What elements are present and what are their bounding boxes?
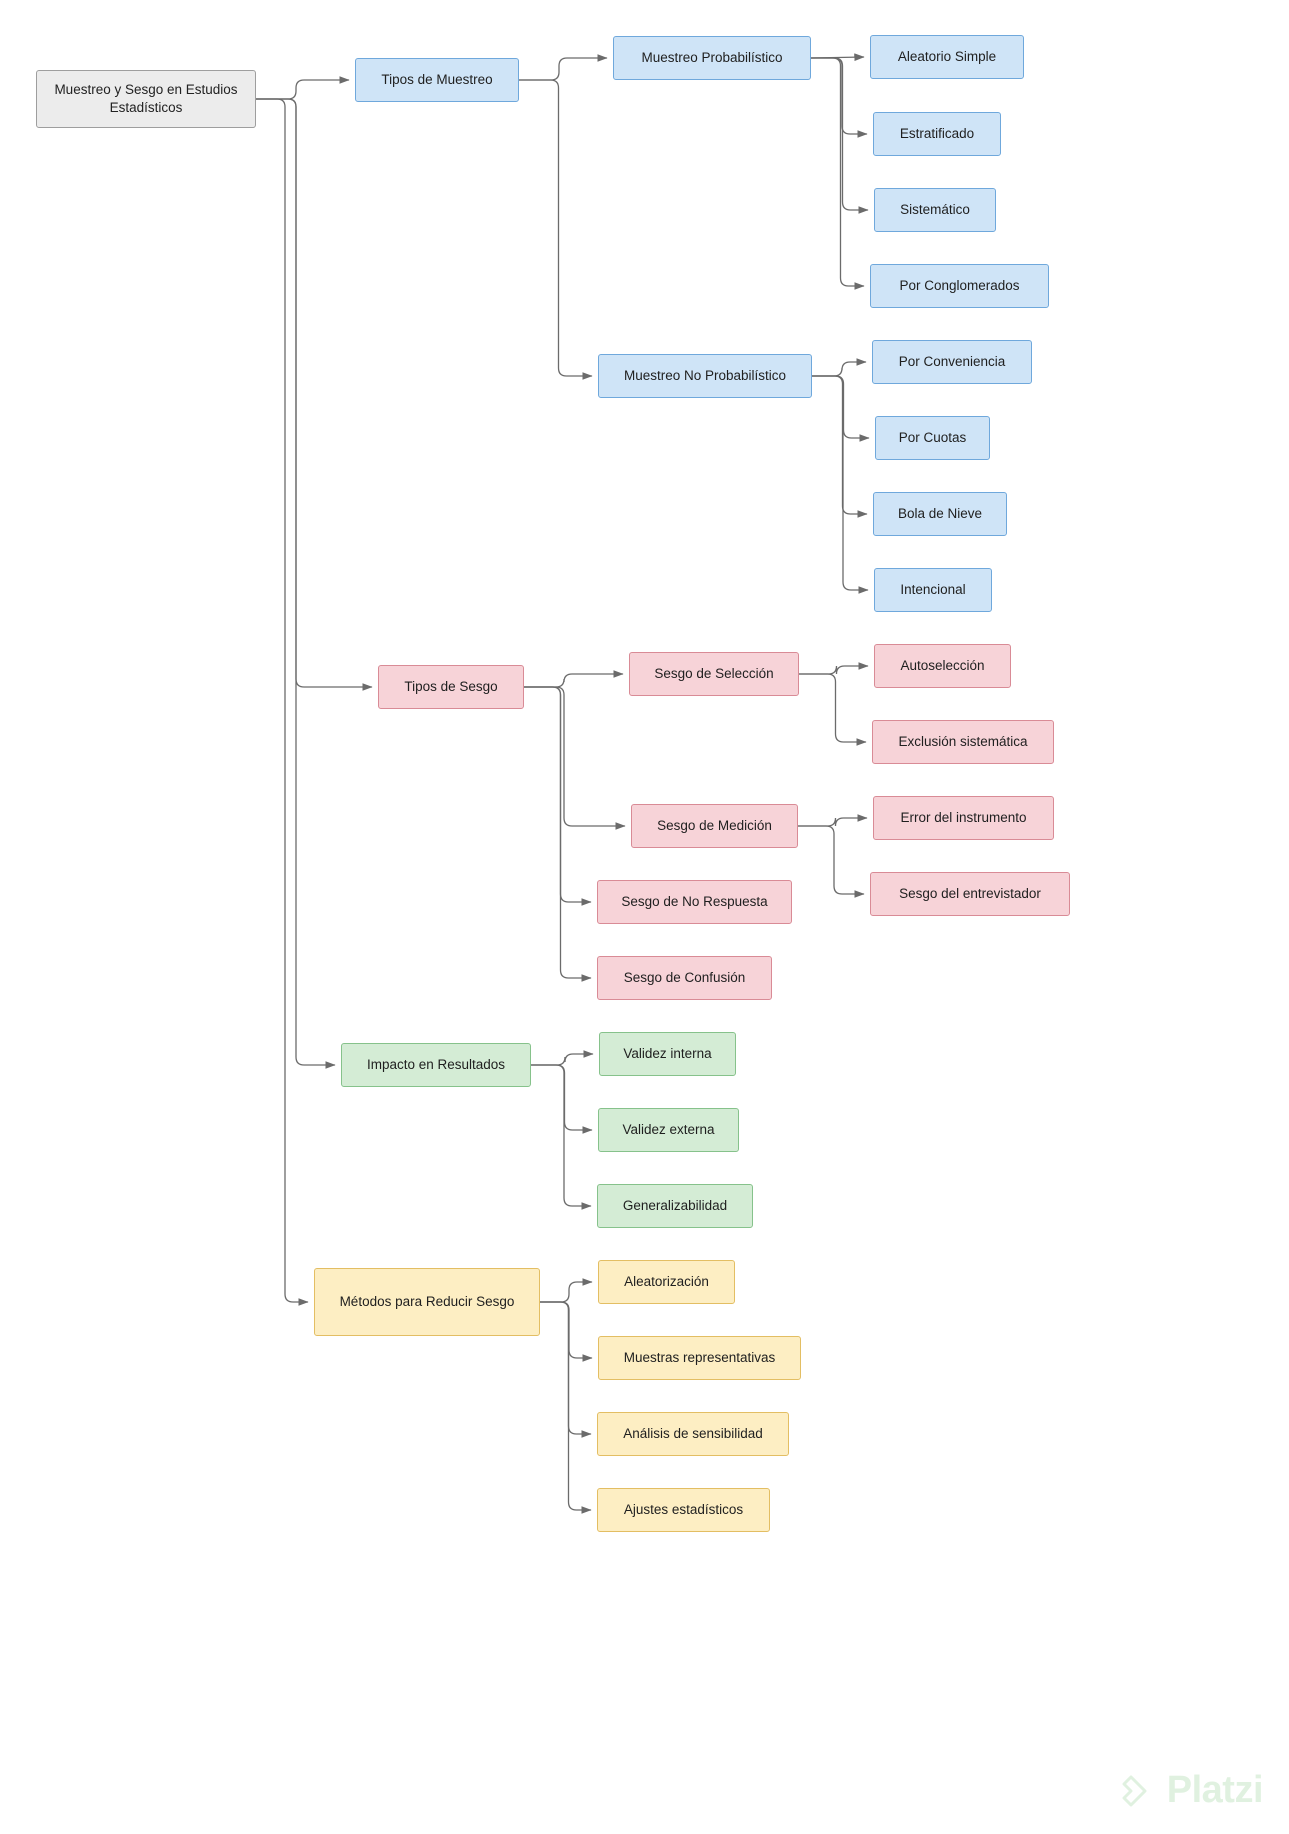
- node-cuotas[interactable]: Por Cuotas: [875, 416, 990, 460]
- node-sesgo_seleccion[interactable]: Sesgo de Selección: [629, 652, 799, 696]
- node-root[interactable]: Muestreo y Sesgo en Estudios Estadísticos: [36, 70, 256, 128]
- node-generalizabilidad[interactable]: Generalizabilidad: [597, 1184, 753, 1228]
- edge-metodos-to-analisis_sens: [540, 1302, 591, 1434]
- edge-m_noprob-to-cuotas: [812, 376, 869, 438]
- edge-root-to-impacto: [256, 99, 335, 1065]
- node-conveniencia[interactable]: Por Conveniencia: [872, 340, 1032, 384]
- node-m_prob[interactable]: Muestreo Probabilístico: [613, 36, 811, 80]
- edge-tipos_sesgo-to-sesgo_seleccion: [524, 674, 623, 687]
- edge-metodos-to-aleatorizacion: [540, 1282, 592, 1302]
- node-sesgo_medicion[interactable]: Sesgo de Medición: [631, 804, 798, 848]
- edge-sesgo_medicion-to-error_instrumento: [798, 818, 867, 826]
- node-error_instrumento[interactable]: Error del instrumento: [873, 796, 1054, 840]
- node-tipos_muestreo[interactable]: Tipos de Muestreo: [355, 58, 519, 102]
- node-exclusion[interactable]: Exclusión sistemática: [872, 720, 1054, 764]
- node-sesgo_confusion[interactable]: Sesgo de Confusión: [597, 956, 772, 1000]
- edge-m_prob-to-sistematico: [811, 58, 868, 210]
- edge-root-to-tipos_sesgo: [256, 99, 372, 687]
- edge-metodos-to-muestras_repr: [540, 1302, 592, 1358]
- node-validez_externa[interactable]: Validez externa: [598, 1108, 739, 1152]
- edge-tipos_muestreo-to-m_noprob: [519, 80, 592, 376]
- edge-impacto-to-validez_externa: [531, 1065, 592, 1130]
- node-sistematico[interactable]: Sistemático: [874, 188, 996, 232]
- edge-impacto-to-generalizabilidad: [531, 1065, 591, 1206]
- node-estratificado[interactable]: Estratificado: [873, 112, 1001, 156]
- node-muestras_repr[interactable]: Muestras representativas: [598, 1336, 801, 1380]
- edge-tipos_sesgo-to-sesgo_norespuesta: [524, 687, 591, 902]
- edge-root-to-metodos: [256, 99, 308, 1302]
- node-conglomerados[interactable]: Por Conglomerados: [870, 264, 1049, 308]
- node-aleatorizacion[interactable]: Aleatorización: [598, 1260, 735, 1304]
- edge-m_prob-to-conglomerados: [811, 58, 864, 286]
- node-analisis_sens[interactable]: Análisis de sensibilidad: [597, 1412, 789, 1456]
- edge-metodos-to-ajustes: [540, 1302, 591, 1510]
- edge-sesgo_seleccion-to-exclusion: [799, 674, 866, 742]
- edge-m_noprob-to-bola_nieve: [812, 376, 867, 514]
- edge-root-to-tipos_muestreo: [256, 80, 349, 99]
- node-intencional[interactable]: Intencional: [874, 568, 992, 612]
- edge-m_prob-to-aleatorio_simple: [811, 57, 864, 58]
- edge-m_prob-to-estratificado: [811, 58, 867, 134]
- edge-tipos_sesgo-to-sesgo_confusion: [524, 687, 591, 978]
- node-sesgo_norespuesta[interactable]: Sesgo de No Respuesta: [597, 880, 792, 924]
- edge-impacto-to-validez_interna: [531, 1054, 593, 1065]
- node-m_noprob[interactable]: Muestreo No Probabilístico: [598, 354, 812, 398]
- platzi-watermark: [1117, 1769, 1263, 1812]
- edge-sesgo_medicion-to-sesgo_entrevistador: [798, 826, 864, 894]
- node-impacto[interactable]: Impacto en Resultados: [341, 1043, 531, 1087]
- node-validez_interna[interactable]: Validez interna: [599, 1032, 736, 1076]
- node-tipos_sesgo[interactable]: Tipos de Sesgo: [378, 665, 524, 709]
- edge-m_noprob-to-conveniencia: [812, 362, 866, 376]
- node-autoseleccion[interactable]: Autoselección: [874, 644, 1011, 688]
- node-bola_nieve[interactable]: Bola de Nieve: [873, 492, 1007, 536]
- node-aleatorio_simple[interactable]: Aleatorio Simple: [870, 35, 1024, 79]
- edge-tipos_muestreo-to-m_prob: [519, 58, 607, 80]
- node-ajustes[interactable]: Ajustes estadísticos: [597, 1488, 770, 1532]
- edge-m_noprob-to-intencional: [812, 376, 868, 590]
- edge-sesgo_seleccion-to-autoseleccion: [799, 666, 868, 674]
- node-metodos[interactable]: Métodos para Reducir Sesgo: [314, 1268, 540, 1336]
- edge-tipos_sesgo-to-sesgo_medicion: [524, 687, 625, 826]
- platzi-logo-icon: [1117, 1771, 1157, 1811]
- platzi-watermark-text: Platzi: [1166, 1769, 1263, 1811]
- node-sesgo_entrevistador[interactable]: Sesgo del entrevistador: [870, 872, 1070, 916]
